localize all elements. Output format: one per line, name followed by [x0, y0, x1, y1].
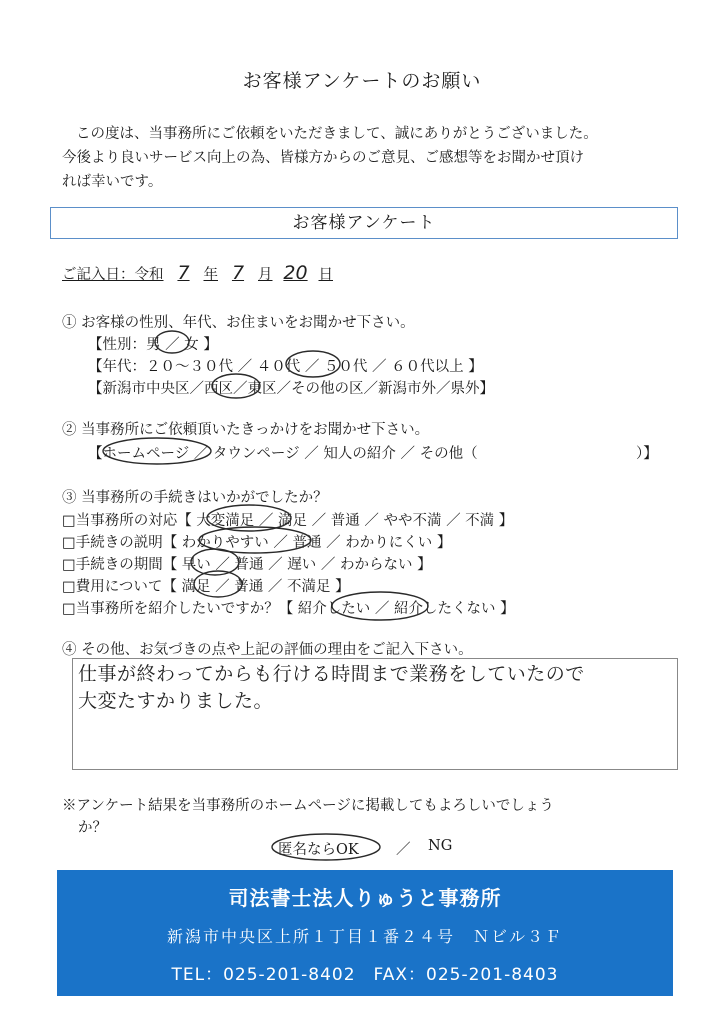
consent-question-2: か？: [78, 820, 107, 836]
q3-row-recommend: □当事務所を紹介したいですか？【 紹介したい ／ 紹介したくない 】: [62, 601, 515, 617]
q1-area: 【新潟市中央区／西区／東区／その他の区／新潟市外／県外】: [88, 381, 494, 397]
q1-gender: 【性別：男 ／ 女 】: [88, 337, 218, 353]
date-year: 7: [177, 262, 190, 284]
q3-row-cost: □費用について【 満足 ／ 普通 ／ 不満足 】: [62, 579, 350, 595]
q3-row-explanation: □手続きの説明【 わかりやすい ／ 普通 ／ わかりにくい 】: [62, 535, 452, 551]
consent-question-1: ※アンケート結果を当事務所のホームページに掲載してもよろしいでしょう: [62, 798, 554, 814]
intro-line-2: 今後より良いサービス向上の為、皆様方からのご意見、ご感想等をお聞かせ頂け: [62, 150, 584, 166]
q3-row-duration: □手続きの期間【 早い ／ 普通 ／ 遅い ／ わからない 】: [62, 557, 432, 573]
consent-ok: 匿名ならOK: [278, 842, 359, 858]
q3-question: ③ 当事務所の手続きはいかがでしたか？: [62, 490, 328, 506]
office-name: 司法書士法人りゅうと事務所: [228, 886, 502, 910]
comment-line-1: 仕事が終わってからも行ける時間まで業務をしていたので: [78, 663, 585, 685]
footer-banner: [57, 870, 673, 996]
date-label: ご記入日：令和: [62, 267, 164, 283]
date-month-unit: 月: [258, 267, 273, 283]
q3-row-service: □当事務所の対応【 大変満足 ／ 満足 ／ 普通 ／ やや不満 ／ 不満 】: [62, 513, 514, 529]
q4-question: ④ その他、お気づきの点や上記の評価の理由をご記入下さい。: [62, 642, 473, 658]
page-title: お客様アンケートのお願い: [242, 70, 482, 92]
consent-separator: ／: [396, 842, 411, 858]
date-year-unit: 年: [203, 267, 218, 283]
comment-line-2: 大変たすかりました。: [78, 690, 274, 712]
q2-question: ② 当事務所にご依頼頂いたきっかけをお聞かせ下さい。: [62, 422, 430, 438]
q2-close: ）】: [636, 446, 658, 462]
q2-options: 【ホームページ ／ タウンページ ／ 知人の紹介 ／ その他（: [88, 446, 478, 462]
comment-answer: [78, 661, 678, 715]
office-contact: TEL：025-201-8402 FAX：025-201-8403: [171, 965, 559, 985]
date-row: [62, 262, 333, 284]
q1-question: ① お客様の性別、年代、お住まいをお聞かせ下さい。: [62, 315, 415, 331]
intro-line-1: この度は、当事務所にご依頼をいただきまして、誠にありがとうございました。: [76, 126, 598, 142]
intro-line-3: れば幸いです。: [62, 174, 163, 190]
office-address: 新潟市中央区上所１丁目１番２４号 Ｎビル３Ｆ: [166, 927, 563, 946]
date-day: 20: [283, 262, 308, 284]
consent-ng: NG: [428, 838, 453, 854]
date-day-unit: 日: [318, 267, 333, 283]
survey-heading: お客様アンケート: [50, 207, 678, 239]
date-month: 7: [231, 262, 245, 284]
q1-age: 【年代：２０～３０代 ／ ４０代 ／ ５０代 ／ ６０代以上 】: [88, 359, 483, 375]
intro-text: [62, 122, 677, 194]
